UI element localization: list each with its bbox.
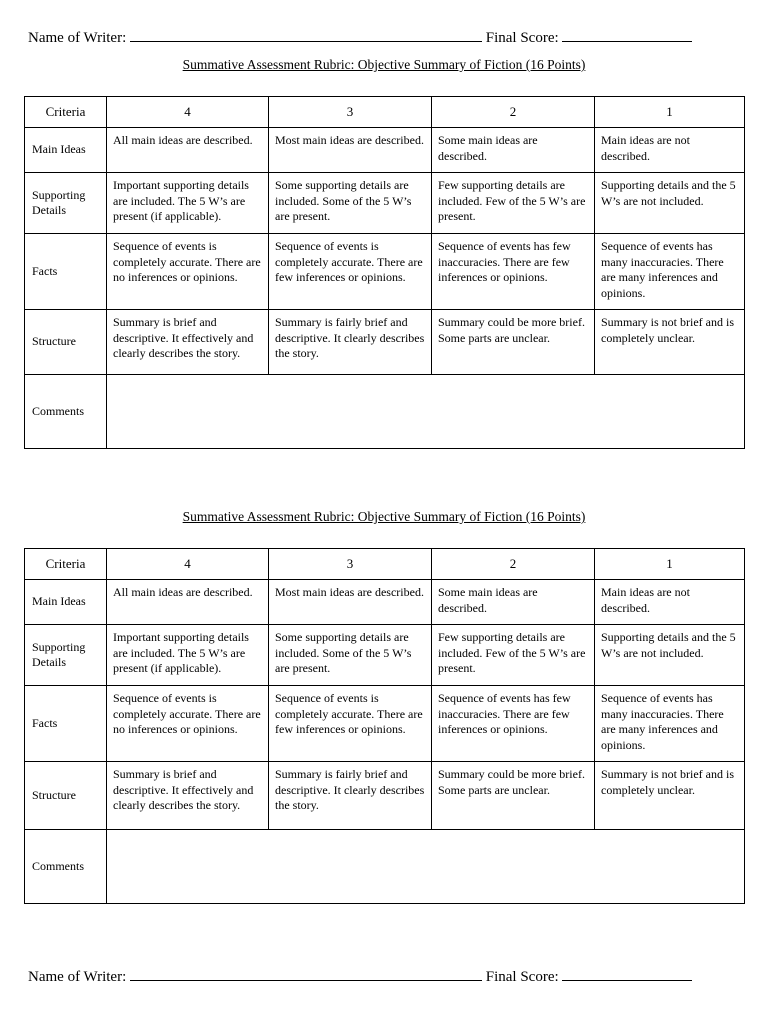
rubric-table	[24, 548, 745, 904]
score-field[interactable]	[562, 966, 692, 981]
table-row	[25, 310, 745, 375]
header-name-score-line	[28, 27, 746, 47]
table-cell: All main ideas are described.	[107, 580, 269, 625]
name-label: Name of Writer:	[28, 969, 127, 985]
table-cell: All main ideas are described.	[107, 128, 269, 173]
rubric-table	[24, 96, 745, 449]
column-header: 2	[432, 97, 595, 128]
column-header: 4	[107, 97, 269, 128]
table-row	[25, 686, 745, 762]
table-cell: Supporting details and the 5 W’s are not included.	[595, 625, 745, 686]
table-cell: Sequence of events is completely accurate. There are no inferences or opinions.	[107, 686, 269, 762]
footer-name-score-line	[28, 966, 746, 986]
comments-field[interactable]	[107, 375, 745, 449]
column-header: 3	[269, 97, 432, 128]
column-header: Criteria	[25, 549, 107, 580]
column-header: 4	[107, 549, 269, 580]
table-cell: Sequence of events has many inaccuracies. There are many inferences and opinions.	[595, 686, 745, 762]
table-row	[25, 580, 745, 625]
name-field[interactable]	[130, 966, 482, 981]
criteria-cell: Facts	[25, 686, 107, 762]
score-label: Final Score:	[485, 30, 559, 46]
criteria-cell: Main Ideas	[25, 580, 107, 625]
column-header: Criteria	[25, 97, 107, 128]
table-cell: Some main ideas are described.	[432, 580, 595, 625]
comments-label: Comments	[25, 830, 107, 904]
score-label: Final Score:	[485, 969, 559, 985]
criteria-cell: Supporting Details	[25, 625, 107, 686]
table-cell: Some supporting details are included. Some of the 5 W’s are present.	[269, 625, 432, 686]
table-cell: Summary is not brief and is completely unclear.	[595, 310, 745, 375]
table-cell: Sequence of events has many inaccuracies. There are many inferences and opinions.	[595, 234, 745, 310]
criteria-cell: Structure	[25, 310, 107, 375]
table-cell: Important supporting details are included. The 5 W’s are present (if applicable).	[107, 625, 269, 686]
table-cell: Sequence of events is completely accurate. There are few inferences or opinions.	[269, 234, 432, 310]
table-row	[25, 128, 745, 173]
table-cell: Few supporting details are included. Few of the 5 W’s are present.	[432, 625, 595, 686]
table-cell: Most main ideas are described.	[269, 580, 432, 625]
table-cell: Sequence of events has few inaccuracies. There are few inferences or opinions.	[432, 686, 595, 762]
table-cell: Sequence of events is completely accurate. There are no inferences or opinions.	[107, 234, 269, 310]
table-cell: Summary is brief and descriptive. It effectively and clearly describes the story.	[107, 762, 269, 830]
table-cell: Main ideas are not described.	[595, 580, 745, 625]
table-cell: Important supporting details are included. The 5 W’s are present (if applicable).	[107, 173, 269, 234]
table-cell: Some main ideas are described.	[432, 128, 595, 173]
comments-label: Comments	[25, 375, 107, 449]
table-row	[25, 234, 745, 310]
criteria-cell: Facts	[25, 234, 107, 310]
rubric-title: Summative Assessment Rubric: Objective Summary of Fiction (16 Points)	[182, 509, 586, 524]
criteria-cell: Structure	[25, 762, 107, 830]
table-cell: Most main ideas are described.	[269, 128, 432, 173]
table-cell: Sequence of events is completely accurate. There are few inferences or opinions.	[269, 686, 432, 762]
criteria-cell: Main Ideas	[25, 128, 107, 173]
table-cell: Summary is brief and descriptive. It effectively and clearly describes the story.	[107, 310, 269, 375]
score-field[interactable]	[562, 27, 692, 42]
table-cell: Few supporting details are included. Few of the 5 W’s are present.	[432, 173, 595, 234]
name-label: Name of Writer:	[28, 30, 127, 46]
table-header-row	[25, 97, 745, 128]
table-cell: Summary is fairly brief and descriptive. It clearly describes the story.	[269, 310, 432, 375]
table-cell: Summary could be more brief. Some parts are unclear.	[432, 310, 595, 375]
comments-row	[25, 830, 745, 904]
column-header: 2	[432, 549, 595, 580]
table-row	[25, 762, 745, 830]
column-header: 1	[595, 549, 745, 580]
table-cell: Supporting details and the 5 W’s are not included.	[595, 173, 745, 234]
comments-field[interactable]	[107, 830, 745, 904]
table-row	[25, 625, 745, 686]
table-cell: Summary is not brief and is completely unclear.	[595, 762, 745, 830]
column-header: 3	[269, 549, 432, 580]
table-cell: Some supporting details are included. Some of the 5 W’s are present.	[269, 173, 432, 234]
table-row	[25, 173, 745, 234]
column-header: 1	[595, 97, 745, 128]
name-field[interactable]	[130, 27, 482, 42]
table-cell: Summary could be more brief. Some parts are unclear.	[432, 762, 595, 830]
criteria-cell: Supporting Details	[25, 173, 107, 234]
comments-row	[25, 375, 745, 449]
table-header-row	[25, 549, 745, 580]
table-cell: Sequence of events has few inaccuracies. There are few inferences or opinions.	[432, 234, 595, 310]
table-cell: Main ideas are not described.	[595, 128, 745, 173]
rubric-title: Summative Assessment Rubric: Objective Summary of Fiction (16 Points)	[182, 57, 586, 72]
table-cell: Summary is fairly brief and descriptive. It clearly describes the story.	[269, 762, 432, 830]
